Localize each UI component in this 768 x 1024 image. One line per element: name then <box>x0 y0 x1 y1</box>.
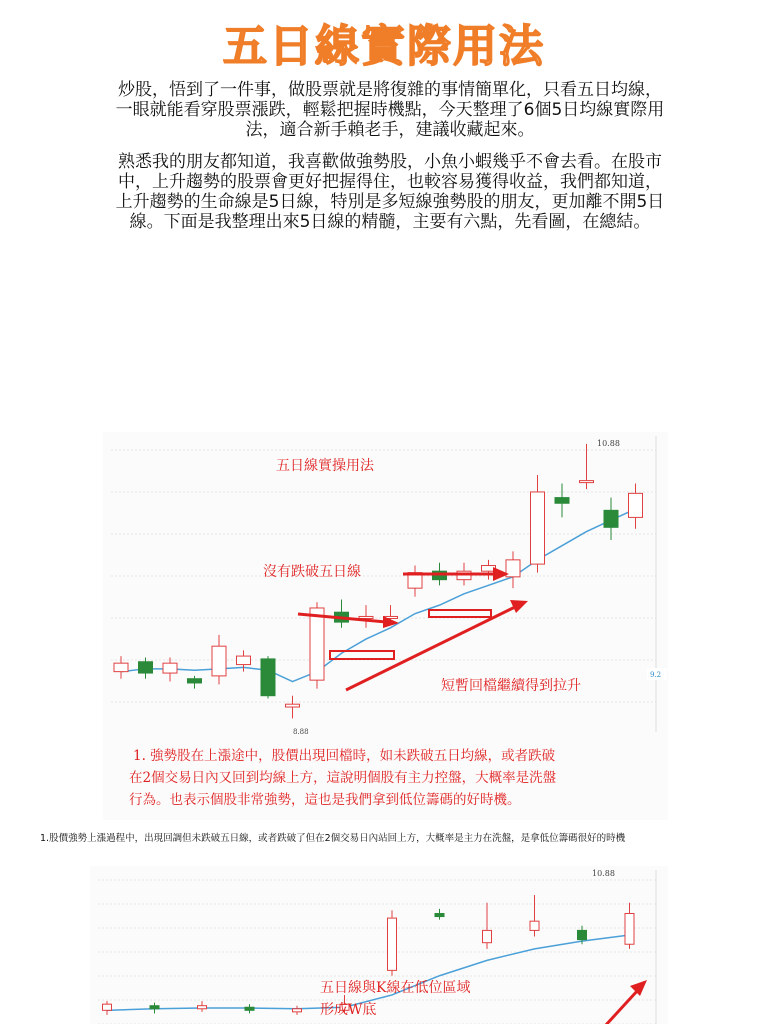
chart-figure-2 <box>90 866 668 1024</box>
candle <box>150 1003 159 1014</box>
candle <box>163 657 177 681</box>
candle <box>435 909 444 920</box>
candle <box>555 483 569 517</box>
candle <box>212 635 226 685</box>
arrow-up-2 <box>605 980 647 1024</box>
candle-body-up <box>212 646 226 676</box>
candle <box>114 656 128 679</box>
candle-body-up <box>359 616 373 618</box>
candle <box>408 566 422 597</box>
intro-paragraph-2: 熟悉我的朋友都知道，我喜歡做強勢股，小魚小蝦幾乎不會去看。在股市中，上升趨勢的股票會更好把握得住，也較容易獲得收益，我們都知道，上升趨勢的生命線是5日線，特別是多短線強勢股的朋友，更加離不開5日線。下面是我整理出來5日線的精髓，主要有六點，先看圖，在總結。 <box>115 152 665 232</box>
candle <box>103 1001 112 1015</box>
candle-body-up <box>310 608 324 680</box>
chart-1-canvas <box>103 432 668 820</box>
candle-body-up <box>163 663 177 673</box>
ma5-line <box>121 509 636 682</box>
intro-paragraph-1: 炒股，悟到了一件事，做股票就是將復雜的事情簡單化，只看五日均線，一眼就能看穿股票漲跌，輕鬆把握時機點，今天整理了6個5日均線實際用法，適合新手賴老手，建議收藏起來。 <box>115 80 665 140</box>
page-title: 五日線實際用法 <box>223 21 545 72</box>
candle-body-up <box>237 656 251 664</box>
figure-1-note-line-3: 行為。也表示個股非常強勢，這也是我們拿到低位籌碼的好時機。 <box>129 792 521 808</box>
candle-body-down <box>555 498 569 504</box>
candle <box>245 1004 254 1013</box>
candle-body-up <box>293 1009 302 1012</box>
candle <box>293 1006 302 1015</box>
chart-figure-1 <box>103 432 668 820</box>
candle <box>530 895 539 936</box>
candle-body-down <box>261 659 275 696</box>
figure-2-label-line-1: 五日線與K線在低位區域 <box>320 980 471 996</box>
candle <box>139 657 153 678</box>
candle-body-down <box>139 662 153 673</box>
candle-body-up <box>388 918 397 970</box>
candle-body-up <box>625 913 634 944</box>
figure-1-caption: 1.股價強勢上漲過程中，出現回調但未跌破五日線，或者跌破了但在2個交易日內站回上方，大概率是主力在洗盤，是拿低位籌碼很好的時機 <box>40 833 626 844</box>
figure-2-label-line-2: 形成W底 <box>320 1002 377 1018</box>
candle-body-up <box>580 481 594 483</box>
candle-body-up <box>198 1006 207 1009</box>
candle <box>335 599 349 627</box>
candle <box>359 605 373 628</box>
candle <box>188 676 202 689</box>
candle <box>388 910 397 975</box>
candle-body-up <box>530 921 539 930</box>
candle-body-down <box>604 510 618 527</box>
figure-1-title: 五日線實操用法 <box>276 458 374 474</box>
arrow-up-trend <box>346 600 528 690</box>
price-high-label-2: 10.88 <box>592 869 615 878</box>
candle-body-down <box>245 1007 254 1010</box>
candle-body-up <box>114 663 128 671</box>
candle <box>580 444 594 489</box>
candle <box>483 903 492 949</box>
candle-body-up <box>531 492 545 564</box>
candle <box>625 903 634 949</box>
candle-body-up <box>103 1004 112 1010</box>
candle-body-down <box>188 679 202 683</box>
label-no-break: 沒有跌破五日線 <box>263 564 361 580</box>
candle-body-up <box>483 930 492 942</box>
candle-body-down <box>578 930 587 939</box>
price-low-label: 8.88 <box>293 728 309 736</box>
candle <box>198 1001 207 1012</box>
candle <box>506 551 520 588</box>
candle <box>531 475 545 573</box>
figure-1-note-line-1: 1. 強勢股在上漲途中，股價出現回檔時，如未跌破五日均線，或者跌破 <box>133 748 556 764</box>
candle <box>629 483 643 528</box>
figure-1-note-line-2: 在2個交易日內又回到均線上方，這說明個股有主力控盤，大概率是洗盤 <box>129 770 557 786</box>
candle-body-up <box>286 704 300 707</box>
candle-body-down <box>150 1006 159 1009</box>
candle-body-down <box>435 913 444 916</box>
chart-2-canvas <box>90 866 668 1024</box>
candle-body-up <box>629 493 643 517</box>
candle <box>261 656 275 698</box>
candle <box>286 696 300 719</box>
highlight-box-2 <box>429 610 491 617</box>
ma5-line <box>107 935 630 1010</box>
label-pullback: 短暫回檔繼續得到拉升 <box>441 678 581 694</box>
price-high-label: 10.88 <box>597 439 620 448</box>
price-right-label: 9.2 <box>650 671 662 679</box>
